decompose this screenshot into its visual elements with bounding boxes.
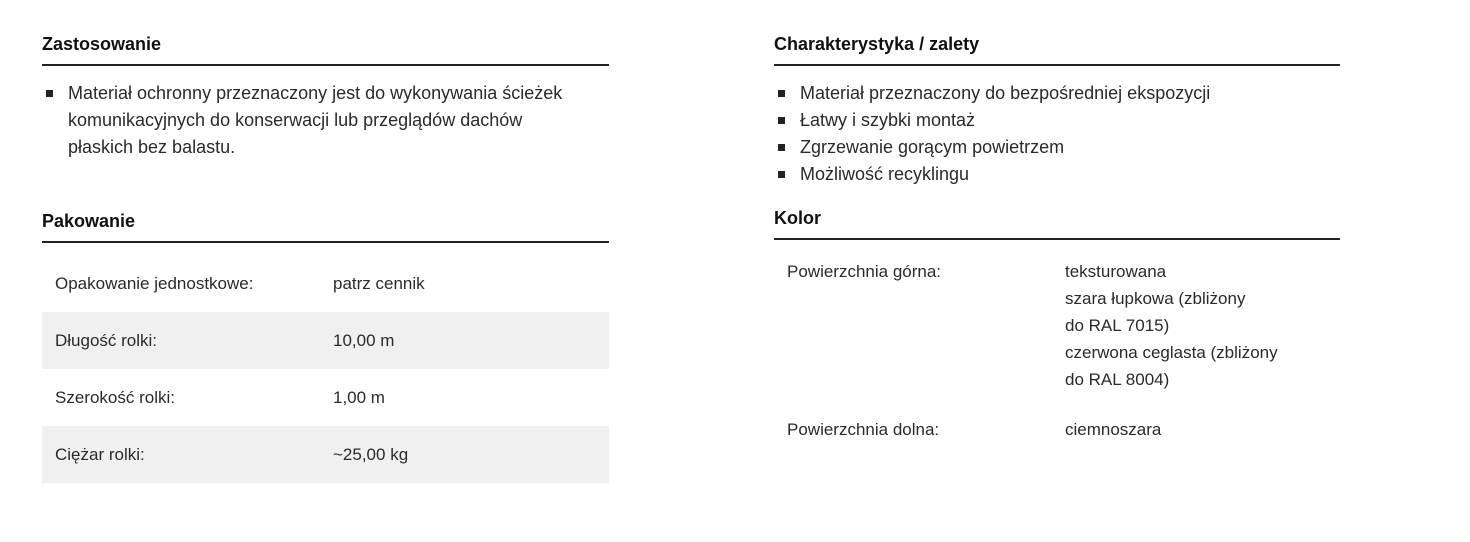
feature-text: Łatwy i szybki montaż xyxy=(800,110,976,130)
row-value: 1,00 m xyxy=(333,387,385,407)
features-list xyxy=(774,80,1340,188)
list-item xyxy=(774,80,1340,107)
value-line: teksturowana xyxy=(1065,262,1167,281)
row-label: Szerokość rolki: xyxy=(55,387,175,407)
value-line: do RAL 7015) xyxy=(1065,316,1170,335)
table-row xyxy=(42,369,609,426)
packaging-table xyxy=(42,255,609,483)
feature-text: Możliwość recyklingu xyxy=(800,164,970,184)
row-value: ciemnoszara xyxy=(1065,420,1162,439)
right-column xyxy=(774,34,1340,444)
usage-title: Zastosowanie xyxy=(42,34,609,66)
row-label: Opakowanie jednostkowe: xyxy=(55,273,254,293)
table-row xyxy=(774,252,1340,394)
row-value xyxy=(1064,252,1340,394)
usage-list xyxy=(42,80,609,161)
row-value: ~25,00 kg xyxy=(332,426,609,483)
row-value: 10,00 m xyxy=(332,312,609,369)
color-title: Kolor xyxy=(774,208,1340,240)
table-row xyxy=(42,426,609,483)
list-item xyxy=(42,80,588,161)
value-line: do RAL 8004) xyxy=(1065,370,1170,389)
square-bullet-icon xyxy=(778,144,785,151)
square-bullet-icon xyxy=(778,171,785,178)
feature-text: Materiał przeznaczony do bezpośredniej ekspozycji xyxy=(800,83,1211,103)
row-label: Długość rolki: xyxy=(42,312,332,369)
value-line: szara łupkowa (zbliżony xyxy=(1065,289,1246,308)
feature-text: Zgrzewanie gorącym powietrzem xyxy=(800,137,1065,157)
table-row xyxy=(774,394,1340,444)
packaging-title: Pakowanie xyxy=(42,211,609,243)
packaging-section xyxy=(42,211,609,483)
row-label: Powierzchnia górna: xyxy=(787,262,942,281)
value-line: czerwona ceglasta (zbliżony xyxy=(1065,343,1278,362)
square-bullet-icon xyxy=(778,90,785,97)
color-section xyxy=(774,208,1340,444)
list-item xyxy=(774,107,1340,134)
row-label: Ciężar rolki: xyxy=(42,426,332,483)
left-column xyxy=(42,34,609,483)
table-row xyxy=(42,312,609,369)
usage-item-text: Materiał ochronny przeznaczony jest do wykonywania ścieżek komunikacyjnych do konserwacji lub przeglądów dachów płaskich bez balastu. xyxy=(68,83,563,157)
list-item xyxy=(774,134,1340,161)
list-item xyxy=(774,161,1340,188)
square-bullet-icon xyxy=(778,117,785,124)
table-row xyxy=(42,255,609,312)
row-value: patrz cennik xyxy=(333,273,425,293)
features-title: Charakterystyka / zalety xyxy=(774,34,1340,66)
row-label: Powierzchnia dolna: xyxy=(787,420,940,439)
color-table xyxy=(774,252,1340,444)
square-bullet-icon xyxy=(46,90,53,97)
